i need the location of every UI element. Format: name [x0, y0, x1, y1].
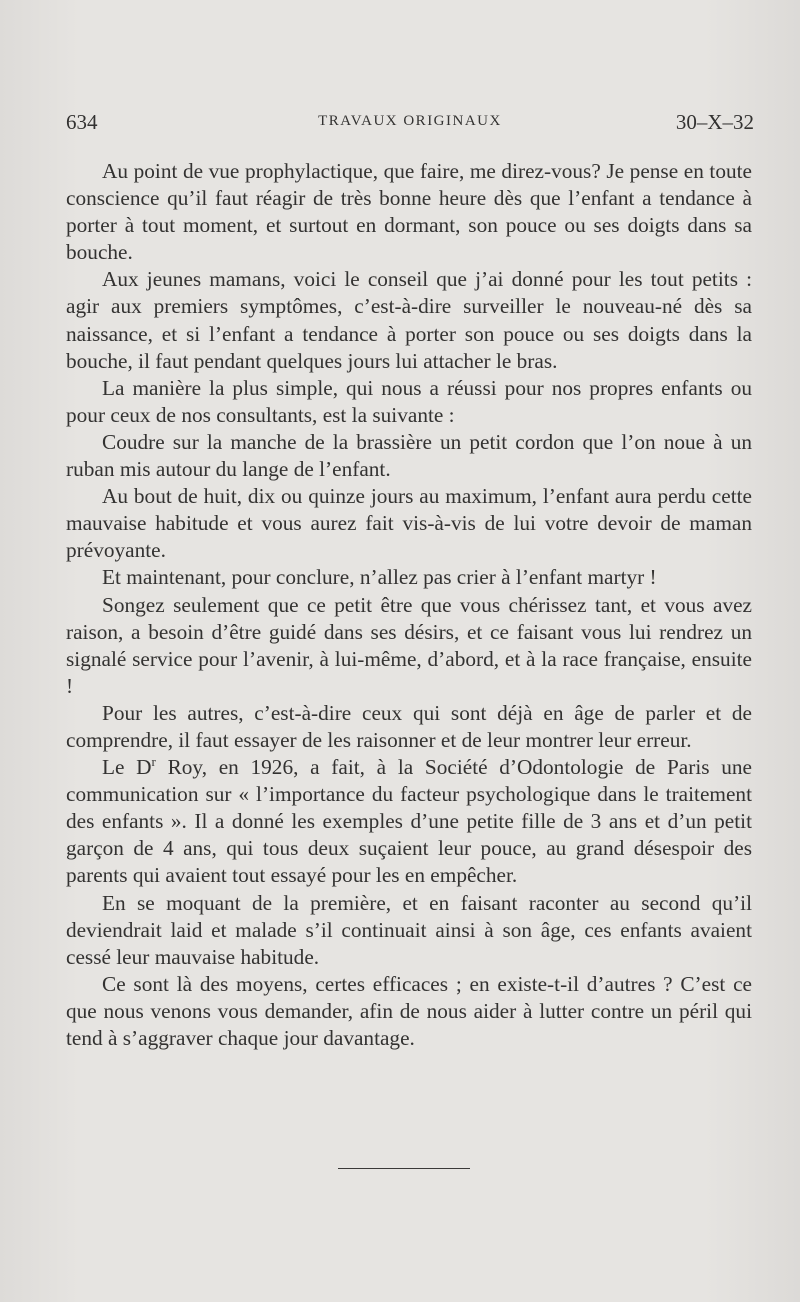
- page-header: [66, 110, 754, 140]
- dr-roy-prefix: Le D: [102, 755, 152, 780]
- page-number: 634: [66, 110, 98, 134]
- dr-superscript: r: [151, 754, 156, 770]
- paragraph-result: Au bout de huit, dix ou quinze jours au maximum, l’enfant aura perdu cette mauvaise habitude et vous aurez fait vis-à-vis de lui votre devoir de maman prévoyante.: [66, 484, 752, 563]
- paragraph-older-children: Pour les autres, c’est-à-dire ceux qui sont déjà en âge de parler et de comprendre, il faut essayer de les raisonner et de leur montrer leur erreur.: [66, 700, 752, 752]
- date-reference: 30–X–32: [675, 110, 754, 134]
- article-body: [66, 158, 752, 1052]
- paragraph-think: Songez seulement que ce petit être que vous chérissez tant, et vous avez raison, a besoin d’être guidé dans ses désirs, et ce faisant vous lui rendrez un signalé service pour l’avenir, à lui-même, d’abord, et à la race française, ensuite !: [66, 592, 752, 698]
- running-title: TRAVAUX ORIGINAUX: [318, 113, 502, 129]
- paragraph-sew-cord: Coudre sur la manche de la brassière un petit cordon que l’on noue à un ruban mis autour du lange de l’enfant.: [66, 429, 752, 482]
- paragraph-final-question: Ce sont là des moyens, certes efficaces ; en existe-t-il d’autres ? C’est ce que nous venons vous demander, afin de nous aider à lutter contre un péril qui tend à s’aggraver chaque jour davantage.: [66, 971, 752, 1050]
- paragraph-mocking: En se moquant de la première, et en faisant raconter au second qu’il deviendrait laid et malade s’il continuait ainsi à son âge, ces enfants avaient cessé leur mauvaise habitude.: [66, 890, 752, 969]
- paragraph-dr-roy: [66, 754, 752, 889]
- end-rule: [338, 1168, 470, 1169]
- paragraph-conclusion: Et maintenant, pour conclure, n’allez pas crier à l’enfant martyr !: [102, 565, 657, 590]
- paragraph-simple-method: La manière la plus simple, qui nous a réussi pour nos propres enfants ou pour ceux de nos consultants, est la suivante :: [66, 375, 752, 427]
- dr-roy-text: Roy, en 1926, a fait, à la Société d’Odontologie de Paris une communication sur « l’importance du facteur psychologique dans le traitement des enfants ». Il a donné les exemples d’une petite fille de 3 ans et d’un petit garçon de 4 ans, qui tous deux suçaient leur pouce, au grand désespoir des parents qui avaient tout essayé pour les en empêcher.: [66, 755, 752, 888]
- paragraph-advice-mothers: Aux jeunes mamans, voici le conseil que j’ai donné pour les tout petits : agir aux premiers symptômes, c’est-à-dire surveiller le nouveau-né dès sa naissance, et si l’enfant a tendance à porter son pouce ou ses doigts dans la bouche, il faut pendant quelques jours lui attacher le bras.: [66, 267, 752, 373]
- paragraph-prophylaxis: Au point de vue prophylactique, que faire, me direz-vous? Je pense en toute conscience qu’il faut réagir de très bonne heure dès que l’enfant a tendance à porter à tout moment, et surtout en dormant, son pouce ou ses doigts dans sa bouche.: [66, 159, 752, 265]
